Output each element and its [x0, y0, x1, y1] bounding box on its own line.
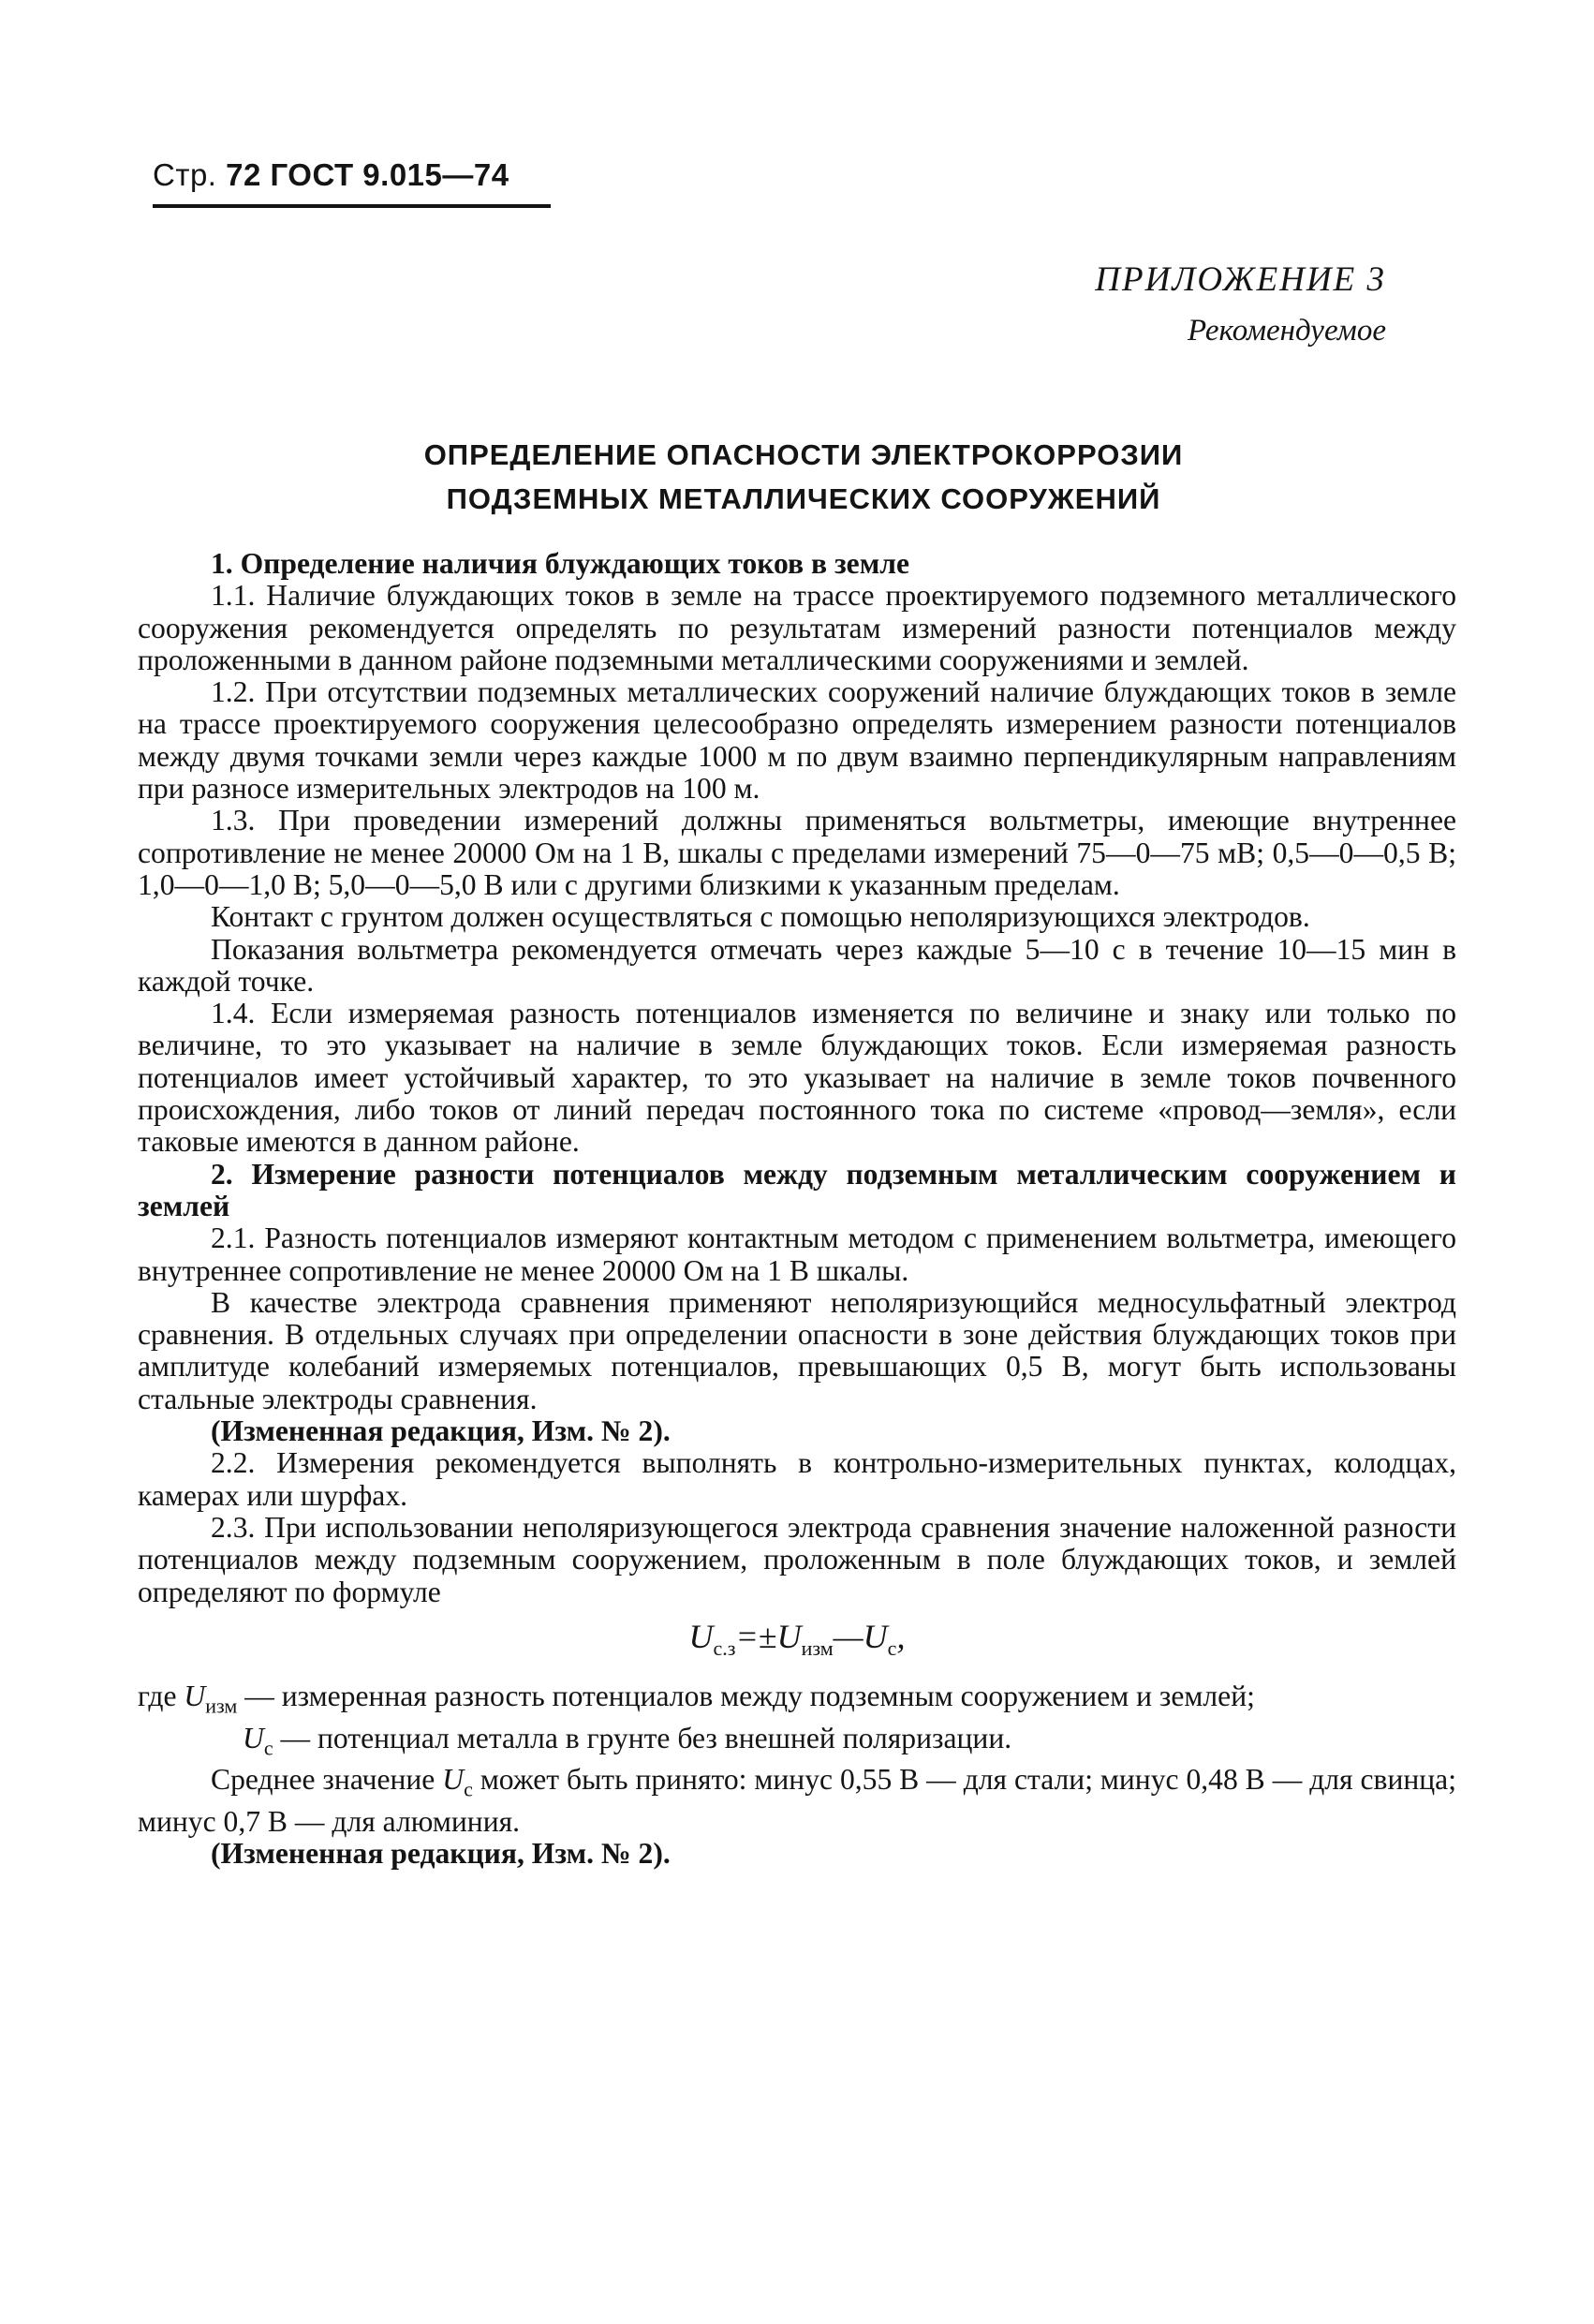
clause-1-3: 1.3. При проведении измерений должны применяться вольтметры, имеющие внутреннее сопротивление не менее 20000 Ом на 1 В, шкалы с пределами измерений 75—0—75 мВ; 0,5—0—0,5 В; 1,0—0—1,0 В; 5,0—0—5,0 В или с другими близкими к указанным пределам.: [138, 804, 1456, 901]
formula-lhs: U: [688, 1617, 714, 1655]
average-symbol-base: U: [442, 1763, 465, 1797]
legend-text-u-izm: — измеренная разность потенциалов между подземным сооружением и землей;: [244, 1679, 1255, 1712]
clause-2-2: 2.2. Измерения рекомендуется выполнять в контрольно-измерительных пунктах, колодцах, камерах или шурфах.: [138, 1446, 1456, 1512]
header-rule: [153, 204, 551, 208]
appendix-title: ПРИЛОЖЕНИЕ 3: [1095, 260, 1386, 299]
clause-1-4: 1.4. Если измеряемая разность потенциалов изменяется по величине и знаку или только по величине, то это указывает на наличие в земле блуждающих токов. Если измеряемая разность потенциалов имеет устойчивый характер, то это указывает на наличие в земле токов почвенного происхождения, либо токов от линий передач постоянного тока по системе «провод—земля», если таковые имеются в данном районе.: [138, 997, 1456, 1159]
clause-2-3: 2.3. При использовании неполяризующегося электрода сравнения значение наложенной разности потенциалов между подземным сооружением, проложенным в поле блуждающих токов, и землей определяют по формуле: [138, 1510, 1456, 1608]
page-header: [153, 157, 509, 193]
legend-text-u-c: — потенциал металла в грунте без внешней поляризации.: [280, 1721, 1012, 1754]
amendment-note-1: (Измененная редакция, Изм. № 2).: [211, 1414, 671, 1448]
legend-symbol-u-izm: [184, 1679, 238, 1718]
section-2-heading: 2. Измерение разности потенциалов между подземным металлическим сооружением и землей: [138, 1157, 1456, 1222]
legend-symbol-u-c-base: U: [243, 1721, 264, 1754]
legend-symbol-u-c-sub: с: [263, 1735, 273, 1759]
page-number: 72: [226, 157, 261, 192]
appendix-subtitle: Рекомендуемое: [1187, 314, 1386, 348]
formula-rhs-sub: изм: [801, 1636, 834, 1660]
document-title: [153, 433, 1454, 521]
legend-item-u-izm: [138, 1680, 1456, 1723]
formula-rhs: =±U: [735, 1617, 802, 1655]
clause-1-1: 1.1. Наличие блуждающих токов в земле на трассе проектируемого подземного металлического сооружения рекомендуется определять по результатам измерений разности потенциалов между проложенными в данном районе подземными металлическими сооружениями и землей.: [138, 579, 1456, 676]
legend-symbol-u-izm-sub: изм: [205, 1694, 238, 1718]
standard-code: ГОСТ 9.015—74: [270, 157, 509, 192]
formula-minus-sub: с: [887, 1636, 897, 1660]
appendix-label: [1095, 253, 1386, 354]
page-label: Стр.: [153, 157, 217, 192]
where-word: где: [138, 1679, 177, 1712]
legend-symbol-u-izm-base: U: [184, 1679, 206, 1712]
formula-lhs-sub: с.з: [713, 1636, 736, 1660]
legend-symbol-u-c: [243, 1721, 273, 1759]
clause-1-2: 1.2. При отсутствии подземных металлических сооружений наличие блуждающих токов в земле на трассе проектируемого сооружения целесообразно определять измерением разности потенциалов между двумя точками земли через каждые 1000 м по двум взаимно перпендикулярным направлениям при разносе измерительных электродов на 100 м.: [138, 675, 1456, 806]
title-line-1: ОПРЕДЕЛЕНИЕ ОПАСНОСТИ ЭЛЕКТРОКОРРОЗИИ: [423, 438, 1184, 471]
section-1-heading: 1. Определение наличия блуждающих токов в земле: [211, 547, 909, 580]
average-symbol-sub: с: [464, 1777, 473, 1801]
average-text-post: может быть принято: минус 0,55 В — для стали; минус 0,48 В — для свинца; минус 0,7 В — для алюминия.: [138, 1763, 1456, 1838]
clause-2-3-average: [138, 1764, 1456, 1838]
document-body: [138, 548, 1456, 1870]
formula-tail: ,: [896, 1617, 906, 1655]
formula: [138, 1610, 1456, 1675]
clause-2-1-electrode: В качестве электрода сравнения применяют неполяризующийся медносульфатный электрод сравнения. В отдельных случаях при определении опасности в зоне действия блуждающих токов при амплитуде колебаний измеряемых потенциалов, превышающих 0,5 В, могут быть использованы стальные электроды сравнения.: [138, 1285, 1456, 1415]
formula-minus: —U: [833, 1617, 888, 1655]
average-text-pre: Среднее значение: [211, 1763, 435, 1797]
legend-item-u-c: [138, 1723, 1456, 1765]
amendment-note-2: (Измененная редакция, Изм. № 2).: [211, 1837, 671, 1871]
formula-legend: [138, 1680, 1456, 1764]
clause-1-3-readings: Показания вольтметра рекомендуется отмечать через каждые 5—10 с в течение 10—15 мин в каждой точке.: [138, 932, 1456, 998]
title-line-2: ПОДЗЕМНЫХ МЕТАЛЛИЧЕСКИХ СООРУЖЕНИЙ: [446, 482, 1161, 515]
clause-1-3-contact: Контакт с грунтом должен осуществляться с помощью неполяризующихся электродов.: [211, 900, 1310, 934]
clause-2-1: 2.1. Разность потенциалов измеряют контактным методом с применением вольтметра, имеющего внутреннее сопротивление не менее 20000 Ом на 1 В шкалы.: [138, 1221, 1456, 1287]
average-symbol: [442, 1763, 473, 1801]
